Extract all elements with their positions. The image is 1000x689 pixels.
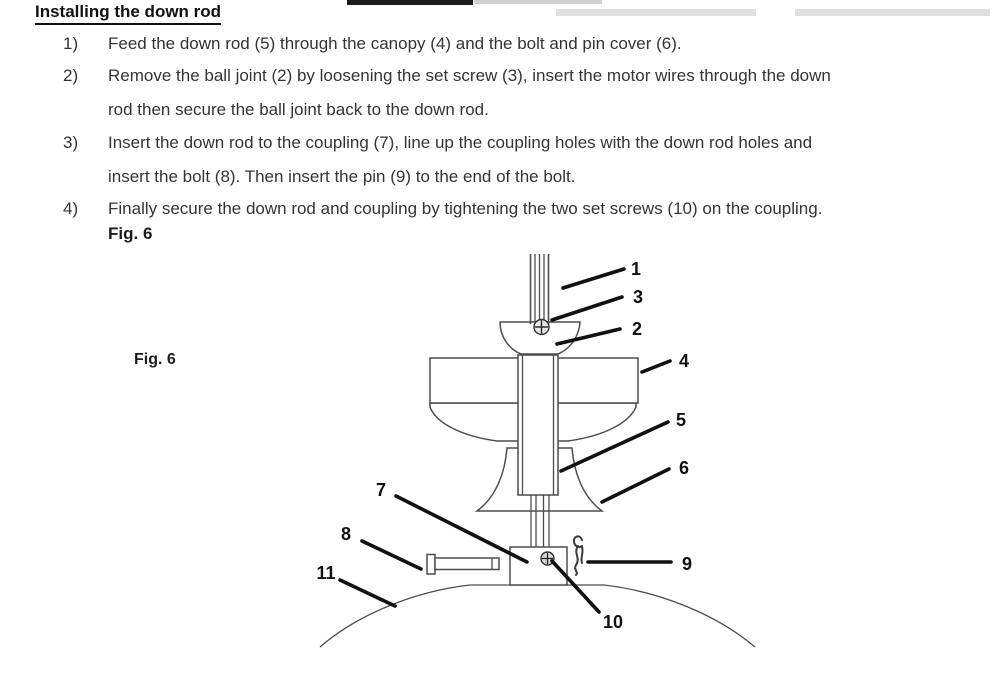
- motor-wires-shape: [531, 254, 549, 324]
- leader-1: [563, 269, 624, 288]
- pin-shape: [574, 536, 583, 575]
- callout-11-label: 11: [316, 563, 336, 583]
- step-2-number: 2): [63, 66, 79, 85]
- callout-3-label: 3: [632, 287, 644, 307]
- callout-1-label: 1: [630, 259, 642, 279]
- leader-3: [552, 297, 622, 320]
- leader-8: [362, 541, 421, 569]
- callout-8-label: 8: [340, 524, 352, 544]
- page-title-text: Installing the down rod: [35, 2, 221, 25]
- step-4-text: Finally secure the down rod and coupling by tightening the two set screws (10) on the coupling.: [108, 199, 823, 218]
- step-1-text: Feed the down rod (5) through the canopy (4) and the bolt and pin cover (6).: [108, 34, 682, 53]
- leader-4: [642, 361, 670, 372]
- callout-6-label: 6: [678, 458, 690, 478]
- callout-5-label: 5: [675, 410, 687, 430]
- down-rod-shape: [518, 355, 558, 495]
- motor-housing-shape: [320, 585, 755, 647]
- step-2-text-line-1: Remove the ball joint (2) by loosening the set screw (3), insert the motor wires through the down: [108, 66, 831, 85]
- leader-6: [602, 469, 669, 502]
- step-3-text-line-2: insert the bolt (8). Then insert the pin (9) to the end of the bolt.: [108, 167, 576, 186]
- callout-9-label: 9: [681, 554, 693, 574]
- leader-11: [340, 580, 395, 606]
- callout-2-label: 2: [631, 319, 643, 339]
- figure-caption-side: Fig. 6: [134, 351, 176, 368]
- step-3-text-line-1: Insert the down rod to the coupling (7), line up the coupling holes with the down rod holes and: [108, 133, 813, 152]
- callout-4-label: 4: [678, 351, 690, 371]
- bolt-shape: [427, 555, 499, 575]
- step-4-number: 4): [63, 199, 79, 218]
- callout-7-label: 7: [375, 480, 387, 500]
- step-1-number: 1): [63, 34, 79, 53]
- figure-caption-inline: Fig. 6: [108, 224, 153, 243]
- callout-labels: [316, 259, 692, 632]
- callout-10-label: 10: [602, 612, 624, 632]
- set-screw-shape: [534, 320, 549, 335]
- step-2-text-line-2: rod then secure the ball joint back to the down rod.: [108, 100, 489, 119]
- step-3-number: 3): [63, 133, 79, 152]
